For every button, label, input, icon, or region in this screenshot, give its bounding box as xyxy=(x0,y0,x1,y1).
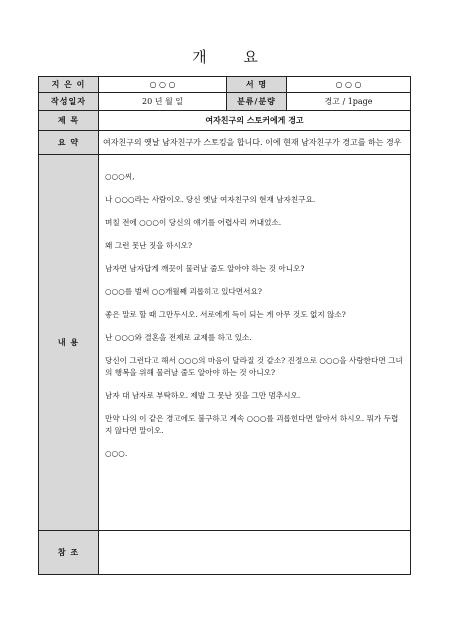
subject-label: 제 목 xyxy=(39,111,99,131)
summary-row xyxy=(39,131,411,155)
content-body xyxy=(99,155,411,531)
content-paragraph: 남자면 남자답게 깨끗이 물러날 줄도 알아야 하는 것 아니오? xyxy=(105,264,305,273)
content-label: 내 용 xyxy=(39,155,99,531)
page-title xyxy=(0,46,450,67)
summary-value: 여자친구의 옛날 남자친구가 스토킹을 합니다. 이에 현재 남자친구가 경고를 하는 경우 xyxy=(99,131,411,155)
content-paragraph: 나 ○○○라는 사람이오. 당신 옛날 여자친구의 현재 남자친구요. xyxy=(105,195,316,204)
content-paragraph: 만약 나의 이 같은 경고에도 불구하고 계속 ○○○를 괴롭힌다면 알아서 하시오. 뭐가 두렵지 않다면 말이오. xyxy=(105,414,399,435)
reference-row xyxy=(39,531,411,575)
content-paragraph: 난 ○○○와 결혼을 전제로 교제를 하고 있소. xyxy=(105,333,252,342)
category-value: 경고 / 1page xyxy=(287,93,411,111)
category-label: 분류/분량 xyxy=(227,93,287,111)
content-paragraph: ○○○. xyxy=(105,449,128,458)
author-row xyxy=(39,77,411,93)
date-row xyxy=(39,93,411,111)
summary-label: 요 약 xyxy=(39,131,99,155)
sign-label: 서 명 xyxy=(227,77,287,93)
content-paragraph: 며칠 전에 ○○○이 당신의 얘기를 어렵사리 꺼내었소. xyxy=(105,218,282,227)
content-paragraph: 왜 그런 못난 짓을 하시오? xyxy=(105,241,193,250)
reference-value xyxy=(99,531,411,575)
sign-value: ○ ○ ○ xyxy=(287,77,411,93)
reference-label: 참 조 xyxy=(39,531,99,575)
subject-row xyxy=(39,111,411,131)
author-label: 지 은 이 xyxy=(39,77,99,93)
date-label: 작성일자 xyxy=(39,93,99,111)
content-row xyxy=(39,155,411,531)
summary-form-table xyxy=(38,76,411,575)
content-paragraph: ○○○를 벌써 ○○개월째 괴롭히고 있다면서요? xyxy=(105,287,262,296)
content-paragraph: ○○○씨, xyxy=(105,172,135,181)
date-value: 20 년 월 일 xyxy=(99,93,227,111)
content-paragraph: 당신이 그런다고 해서 ○○○의 마음이 달라질 것 같소? 진정으로 ○○○을 사랑한다면 그녀의 행복을 위해 물러날 줄도 알아야 하는 것 아니오? xyxy=(105,356,403,377)
title-char-2: 요 xyxy=(243,48,258,66)
title-char-1: 개 xyxy=(192,48,207,66)
author-value: ○ ○ ○ xyxy=(99,77,227,93)
subject-value: 여자친구의 스토커에게 경고 xyxy=(99,111,411,131)
content-paragraph: 남자 대 남자로 부탁하오. 제발 그 못난 짓을 그만 멈추시오. xyxy=(105,391,301,400)
content-paragraph: 좋은 말로 할 때 그만두시오. 서로에게 득이 되는 게 아무 것도 없지 않소? xyxy=(105,310,346,319)
